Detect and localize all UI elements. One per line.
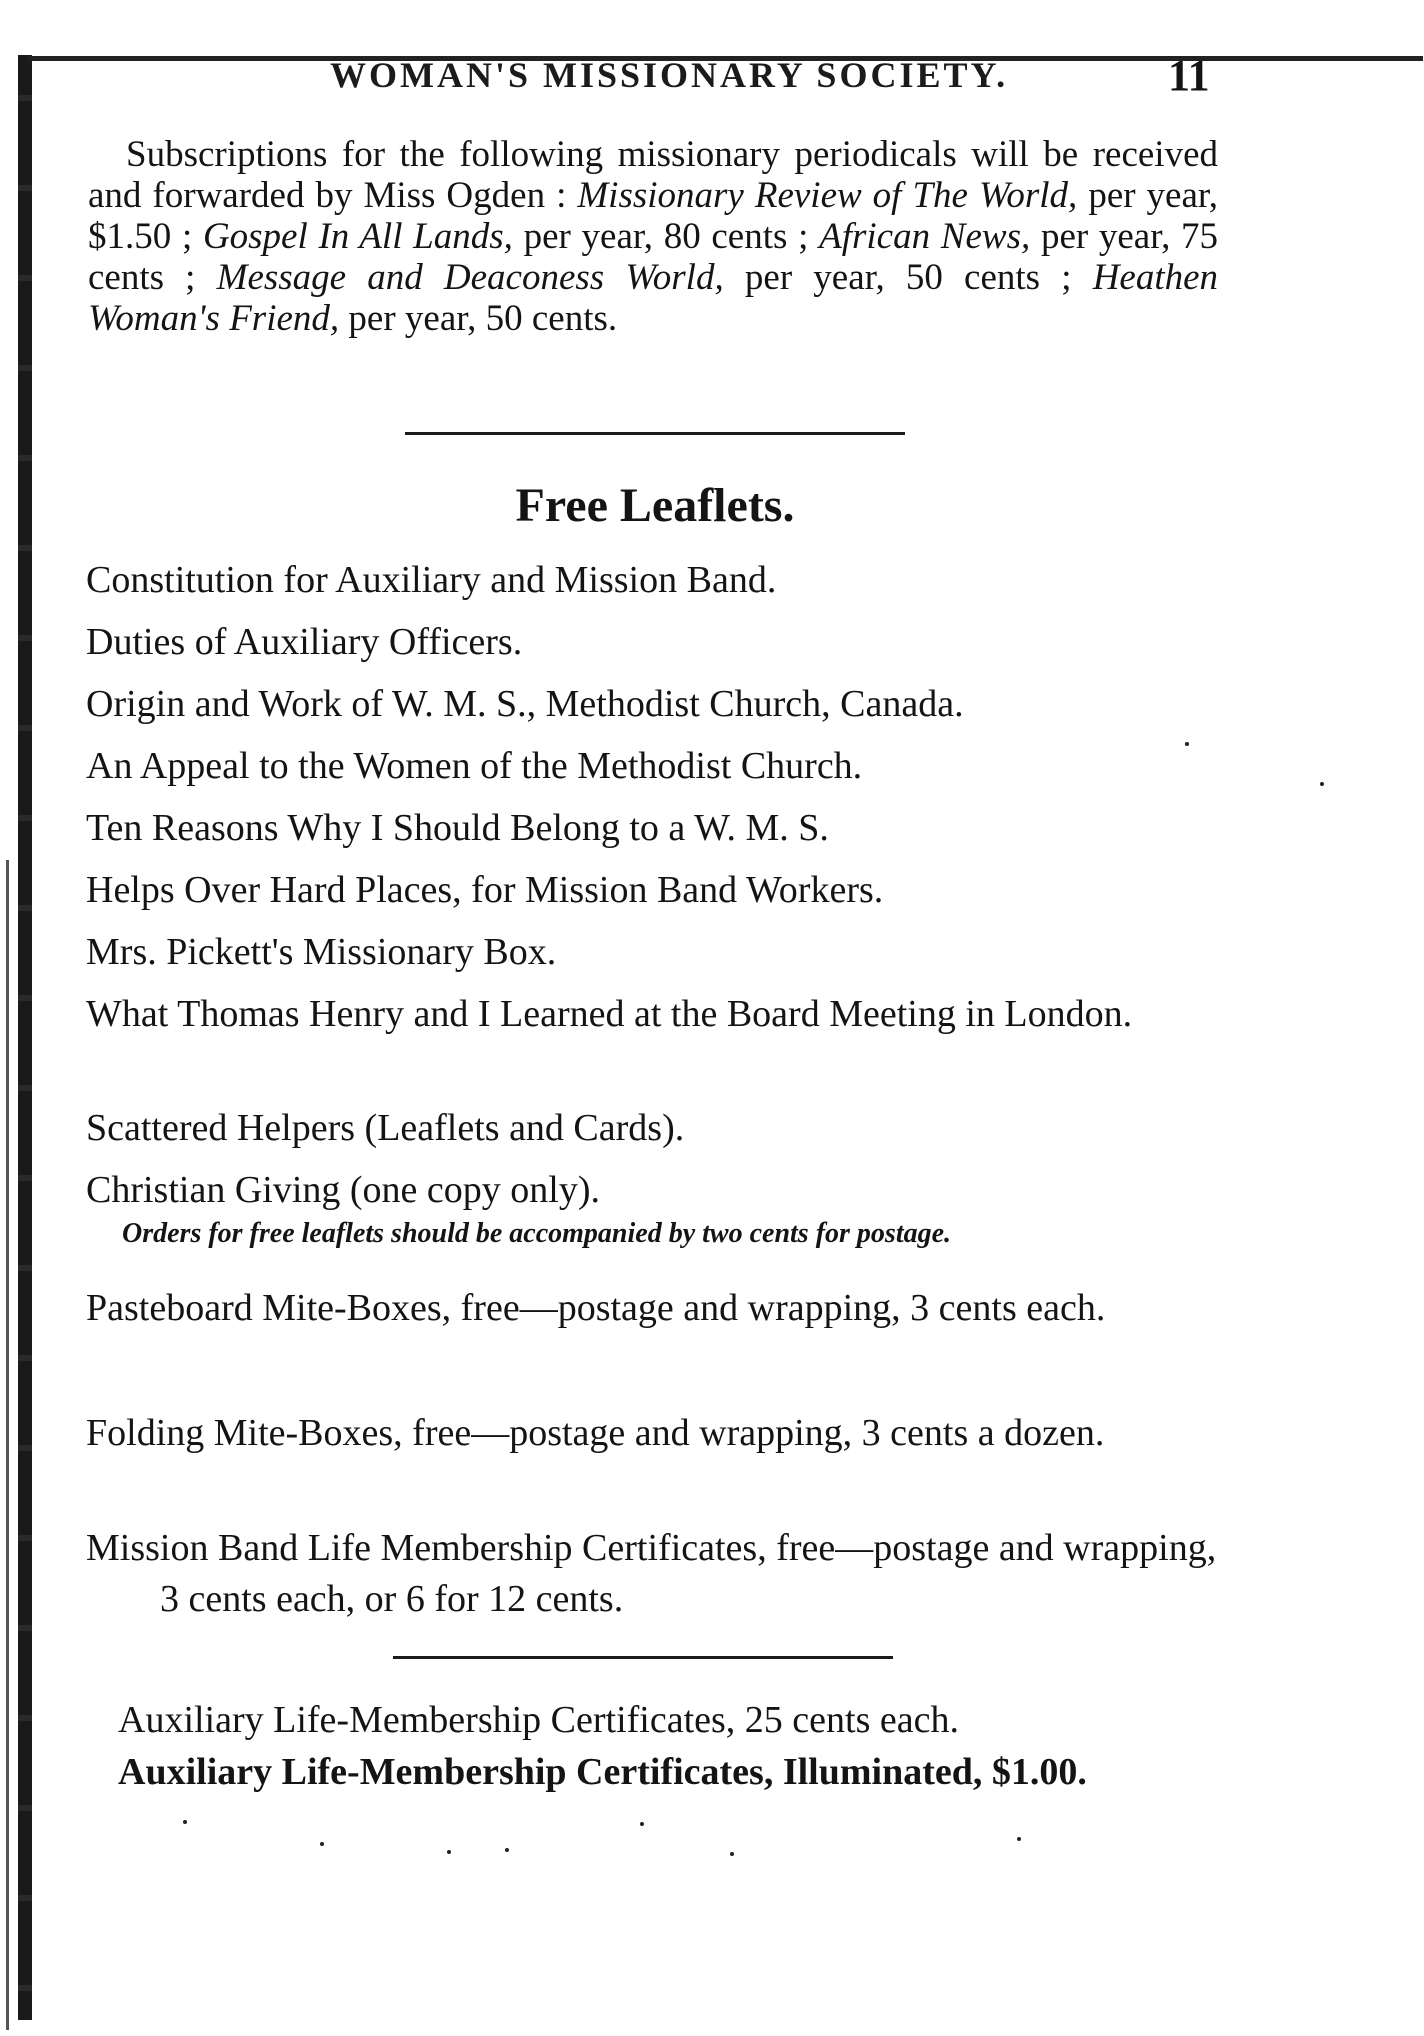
periodical-price: per year, 50 cents ; <box>744 257 1072 298</box>
print-speck <box>730 1852 734 1856</box>
list-item: Pasteboard Mite-Boxes, free—postage and wrapping, 3 cents each. <box>86 1287 1106 1329</box>
list-item: Folding Mite-Boxes, free—postage and wrapping, 3 cents a dozen. <box>86 1412 1105 1454</box>
list-item: Duties of Auxiliary Officers. <box>86 621 523 663</box>
list-item: Scattered Helpers (Leaflets and Cards). <box>86 1107 685 1149</box>
print-speck <box>1320 782 1324 786</box>
page-edge-border <box>18 55 32 2020</box>
periodical-price: per year, $1.50 ; <box>88 175 1218 257</box>
list-item: An Appeal to the Women of the Methodist Church. <box>86 745 863 787</box>
page-number: 11 <box>1168 51 1210 100</box>
print-speck <box>1185 742 1189 746</box>
section-divider <box>393 1656 893 1659</box>
periodical-title: Missionary Review of The World, <box>577 175 1078 216</box>
periodical-price: per year, 80 cents ; <box>523 216 809 257</box>
certificate-line: Auxiliary Life-Membership Certificates, Illuminated, $1.00. <box>118 1751 1087 1793</box>
list-item: What Thomas Henry and I Learned at the Board Meeting in London. <box>86 993 1133 1035</box>
list-item: Constitution for Auxiliary and Mission Band. <box>86 559 777 601</box>
postage-note: Orders for free leaflets should be accompanied by two cents for postage. <box>122 1218 952 1249</box>
subscriptions-paragraph <box>88 134 1218 339</box>
list-item: Mission Band Life Membership Certificates, free—postage and wrapping, 3 cents each, or 6 for 12 cents. <box>86 1527 1217 1620</box>
certificate-line: Auxiliary Life-Membership Certificates, 25 cents each. <box>118 1699 959 1741</box>
print-speck <box>447 1850 451 1854</box>
print-speck <box>1017 1837 1021 1841</box>
section-title: Free Leaflets. <box>515 479 795 532</box>
periodical-title: Heathen Woman's Friend, <box>88 257 1219 339</box>
certificate-prices <box>118 1694 1087 1798</box>
print-speck <box>505 1848 509 1852</box>
periodical-price: per year, 50 cents. <box>348 298 618 339</box>
list-item: Mrs. Pickett's Missionary Box. <box>86 931 557 973</box>
periodical-title: African News, <box>819 216 1031 257</box>
print-speck <box>640 1822 644 1826</box>
subscriptions-intro: Subscriptions for the following missionary periodicals will be received and forwarded by Miss Ogden : <box>88 134 1218 216</box>
print-speck <box>183 1820 187 1824</box>
print-speck <box>320 1842 324 1846</box>
section-divider <box>405 432 905 435</box>
periodical-price: per year, 75 cents ; <box>88 216 1219 298</box>
list-item: Ten Reasons Why I Should Belong to a W. M. S. <box>86 807 829 849</box>
list-item: Christian Giving (one copy only). <box>86 1169 600 1211</box>
page-edge-shadow <box>6 860 9 2030</box>
list-item: Helps Over Hard Places, for Mission Band Workers. <box>86 869 884 911</box>
running-head: WOMAN'S MISSIONARY SOCIETY. <box>330 55 1009 95</box>
periodical-title: Message and Deaconess World, <box>216 257 724 298</box>
list-item: Origin and Work of W. M. S., Methodist Church, Canada. <box>86 683 964 725</box>
periodical-title: Gospel In All Lands, <box>202 216 513 257</box>
